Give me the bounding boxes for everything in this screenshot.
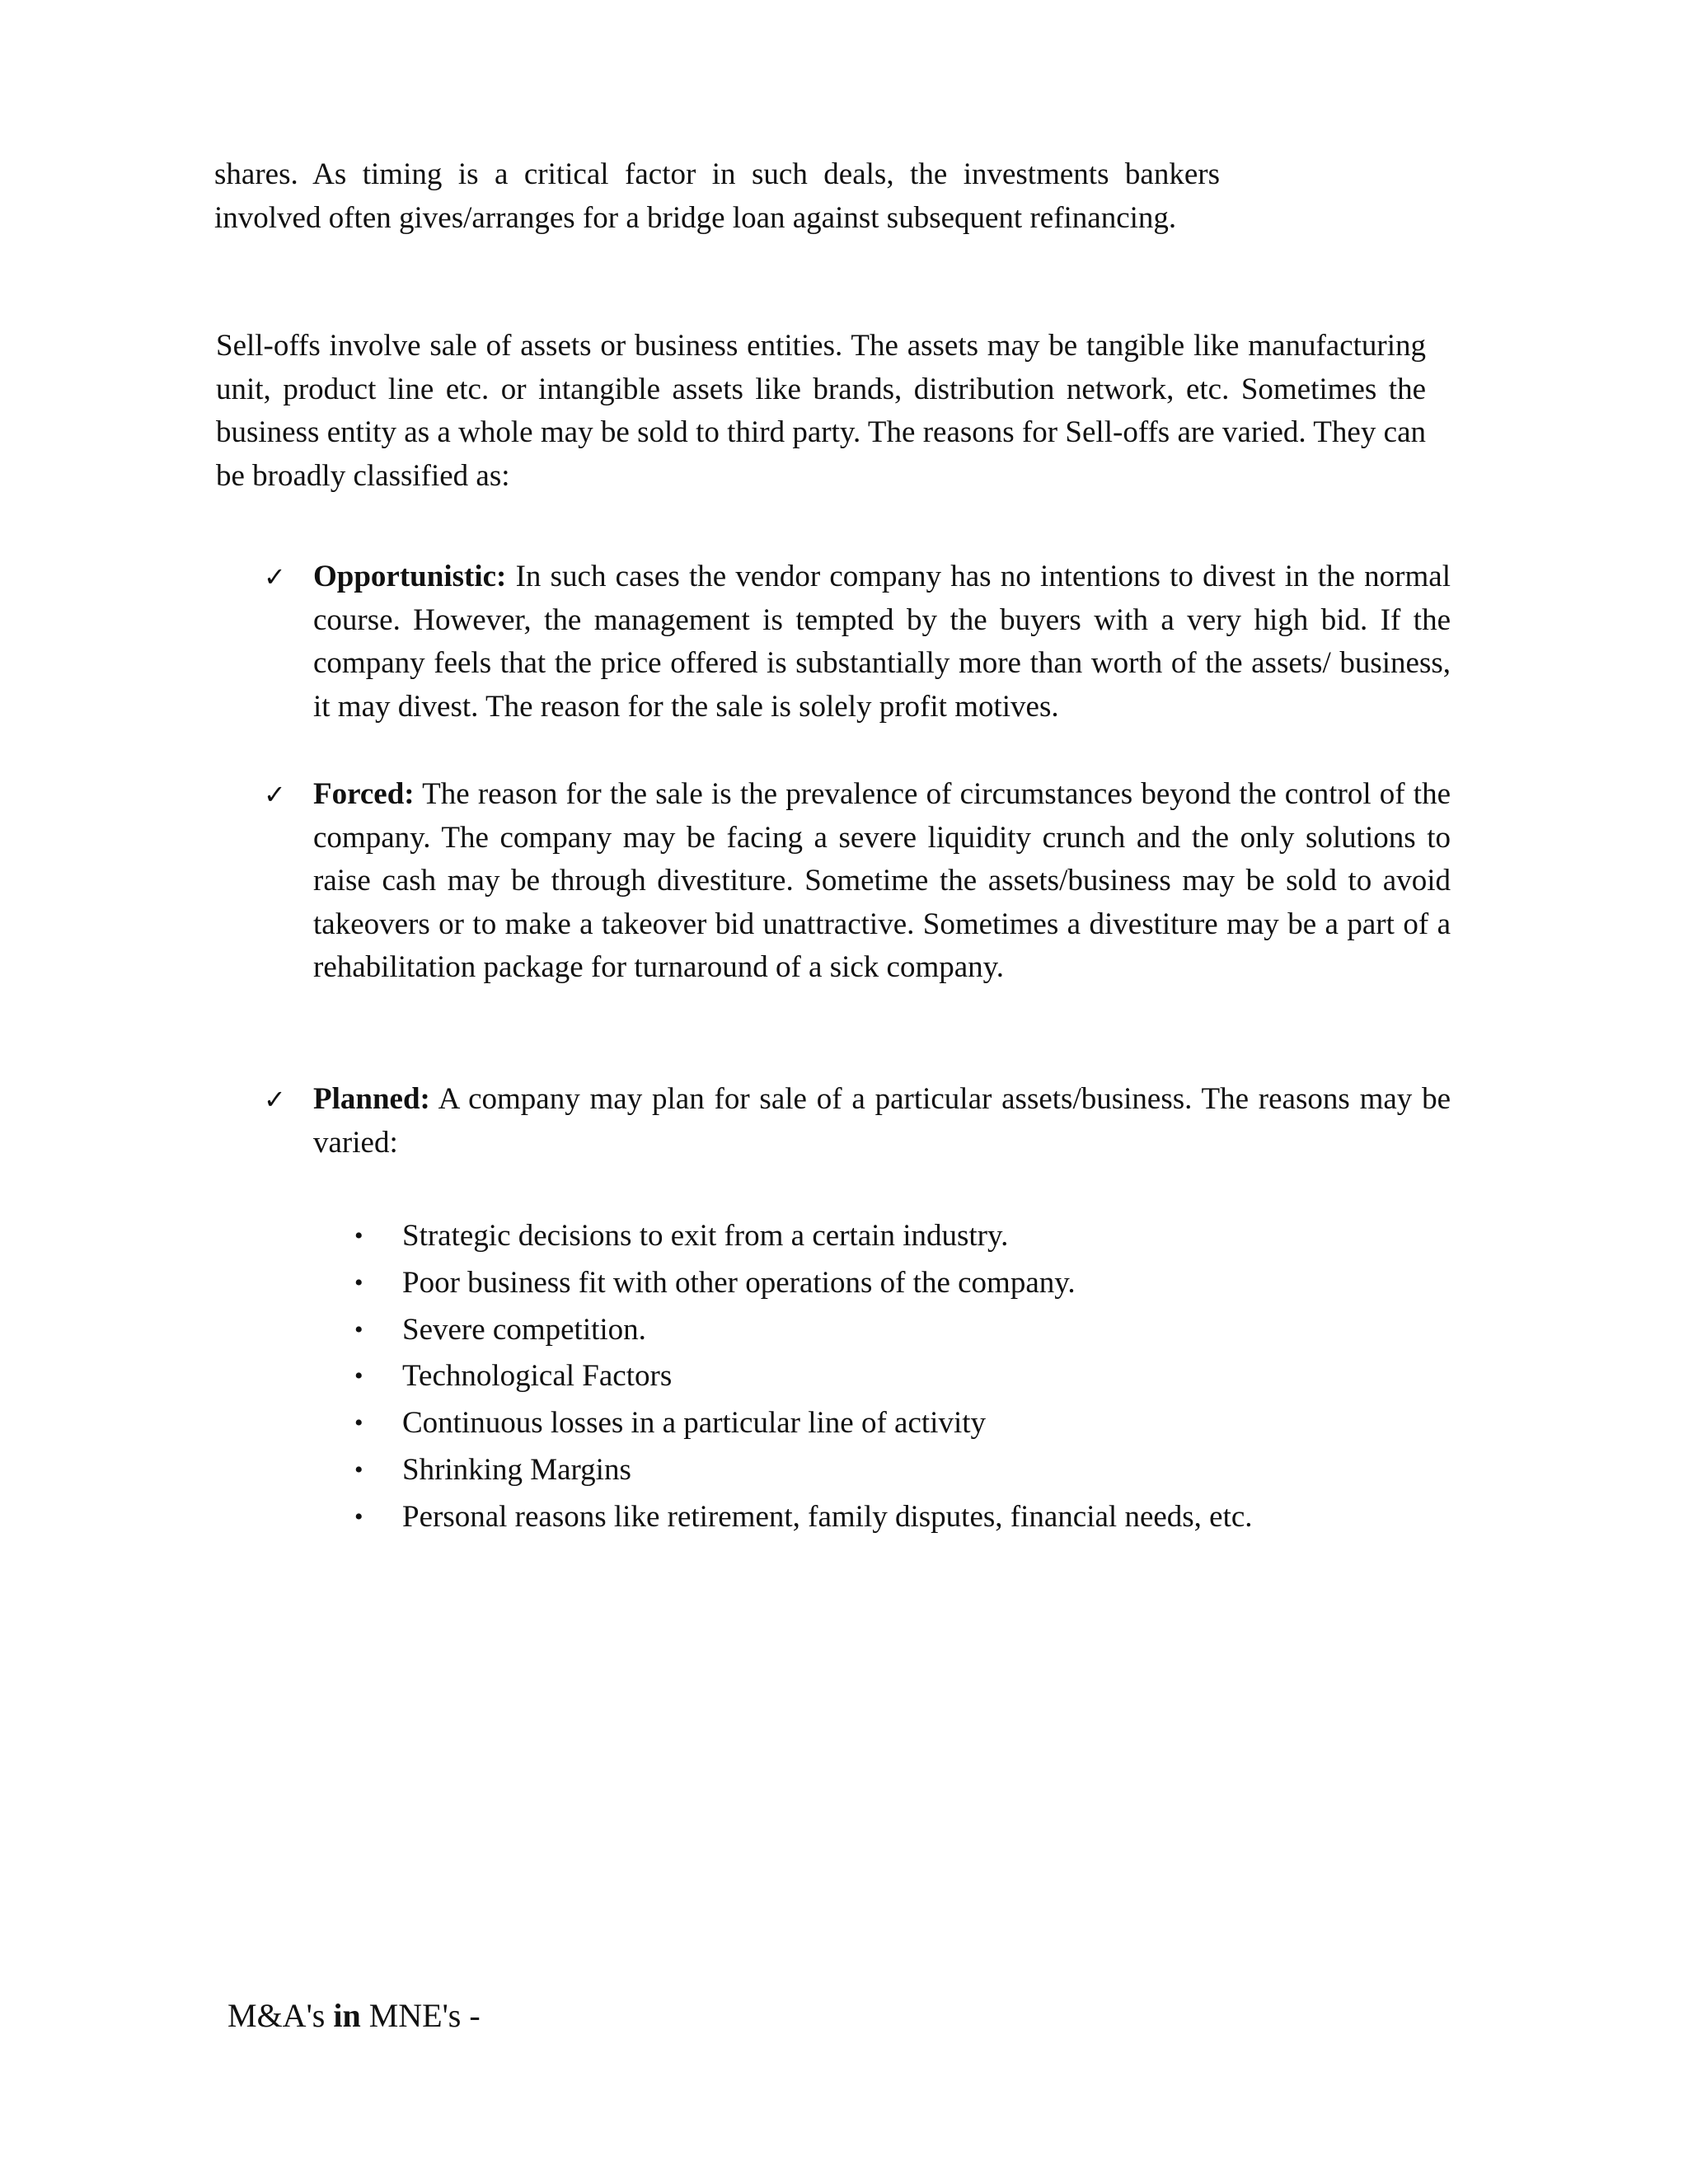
list-item-text: Severe competition.: [402, 1312, 646, 1347]
reason-item-planned: [264, 1078, 1451, 1165]
planned-reasons-list: [354, 1213, 1426, 1541]
list-item-text: Personal reasons like retirement, family disputes, financial needs, etc.: [402, 1499, 1253, 1534]
reason-item-opportunistic: [264, 555, 1451, 729]
reason-title: Opportunistic:: [313, 560, 507, 593]
list-item-text: Strategic decisions to exit from a certain industry.: [402, 1219, 1009, 1253]
selloffs-paragraph: Sell-offs involve sale of assets or business entities. The assets may be tangible like manufacturing unit, product line etc. or intangible assets like brands, distribution network, etc. Sometimes the business entity as a whole may be sold to third party. The reasons for Sell-offs are varied. They can be broadly classified as:: [216, 329, 1426, 493]
footer-prefix: M&A's: [227, 1997, 334, 2034]
bullet-icon: •: [354, 1268, 363, 1296]
checkmark-icon: ✓: [264, 779, 286, 810]
list-item-text: Shrinking Margins: [402, 1452, 631, 1487]
intro-paragraph: shares. As timing is a critical factor in such deals, the investments bankers involved often gives/arranges for a bridge loan against subsequent refinancing.: [214, 157, 1220, 235]
bullet-icon: •: [354, 1409, 363, 1437]
list-item: [354, 1213, 1426, 1260]
list-item: [354, 1307, 1426, 1354]
list-item-text: Poor business fit with other operations of the company.: [402, 1265, 1076, 1300]
list-item: [354, 1353, 1426, 1400]
bullet-icon: •: [354, 1502, 363, 1530]
page-footer: [227, 1994, 481, 2037]
list-item: [354, 1260, 1426, 1307]
bullet-icon: •: [354, 1362, 363, 1390]
list-item: [354, 1494, 1426, 1541]
list-item: [354, 1447, 1426, 1494]
bullet-icon: •: [354, 1455, 363, 1483]
bullet-icon: •: [354, 1315, 363, 1343]
reason-text: [313, 1078, 1451, 1165]
checkmark-icon: ✓: [264, 561, 286, 593]
reason-title: Forced:: [313, 777, 415, 811]
list-item-text: Continuous losses in a particular line of activity: [402, 1406, 987, 1441]
reason-title: Planned:: [313, 1082, 430, 1116]
reason-text: [313, 773, 1451, 990]
reason-body: In such cases the vendor company has no intentions to divest in the normal course. However, the management is tempted by the buyers with a very high bid. If the company feels that the price offered is substantially more than worth of the assets/ business, it may divest. The reason for the sale is solely profit motives.: [313, 560, 1451, 724]
reason-body: A company may plan for sale of a particular assets/business. The reasons may be varied:: [313, 1082, 1451, 1160]
footer-suffix: MNE's -: [360, 1997, 481, 2034]
footer-bold: in: [333, 1997, 361, 2034]
reason-body: The reason for the sale is the prevalence of circumstances beyond the control of the company. The company may be facing a severe liquidity crunch and the only solutions to raise cash may be through divestiture. Sometime the assets/business may be sold to avoid takeovers or to make a takeover bid unattractive. Sometimes a divestiture may be a part of a rehabilitation package for turnaround of a sick company.: [313, 777, 1451, 984]
reason-item-forced: [264, 773, 1451, 990]
checkmark-icon: ✓: [264, 1084, 286, 1115]
list-item-text: Technological Factors: [402, 1359, 673, 1394]
list-item: [354, 1400, 1426, 1447]
bullet-icon: •: [354, 1222, 363, 1249]
reason-text: [313, 555, 1451, 729]
